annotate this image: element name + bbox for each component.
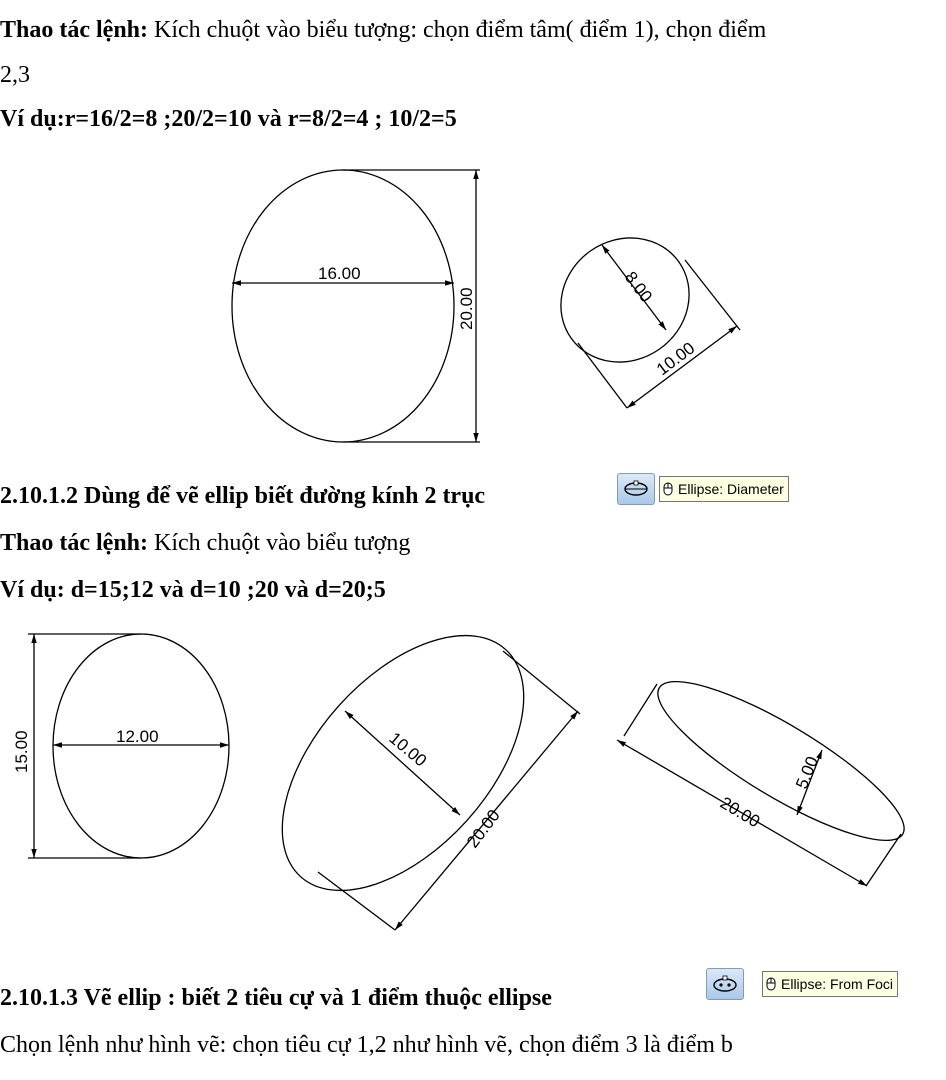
tooltip-foci-text: Ellipse: From Foci bbox=[781, 976, 894, 992]
paragraph-continued: 2,3 bbox=[0, 62, 30, 88]
ellipse-diameter-icon[interactable] bbox=[617, 473, 655, 505]
dim-label-c-minor: 5.00 bbox=[792, 753, 823, 792]
dim-label-width: 16.00 bbox=[318, 264, 361, 283]
ellipse-foci-icon[interactable] bbox=[706, 968, 744, 1000]
dim-label-major: 10.00 bbox=[652, 338, 699, 380]
toolbar-foci bbox=[706, 968, 898, 1000]
dim-label-b-minor: 10.00 bbox=[385, 728, 431, 771]
ellipse-1 bbox=[232, 170, 454, 442]
mouse-icon bbox=[663, 482, 673, 496]
tooltip-diameter bbox=[659, 476, 789, 502]
label-command: Thao tác lệnh: bbox=[0, 530, 149, 556]
paragraph-command-1 bbox=[0, 15, 766, 45]
figure-ellipse-diameter bbox=[0, 618, 946, 948]
tooltip-foci bbox=[762, 971, 898, 997]
dim-label-b-major: 20.00 bbox=[463, 805, 504, 852]
heading-foci: 2.10.1.3 Vẽ ellip : biết 2 tiêu cự và 1 điểm thuộc ellipse bbox=[0, 985, 552, 1011]
paragraph-command-2 bbox=[0, 528, 410, 558]
toolbar-diameter bbox=[617, 473, 789, 505]
dim-label-a-width: 12.00 bbox=[116, 727, 159, 746]
dim-label-c-major: 20.00 bbox=[716, 793, 764, 832]
example-diameter: Ví dụ: d=15;12 và d=10 ;20 và d=20;5 bbox=[0, 577, 386, 603]
tooltip-diameter-text: Ellipse: Diameter bbox=[678, 481, 784, 497]
label-command: Thao tác lệnh: bbox=[0, 17, 149, 43]
mouse-icon bbox=[766, 977, 776, 991]
dim-label-a-height: 15.00 bbox=[12, 730, 31, 773]
command-text: Kích chuột vào biểu tượng bbox=[148, 530, 411, 556]
ellipse-c bbox=[641, 657, 922, 865]
command-text: Kích chuột vào biểu tượng: chọn điểm tâm( điểm 1), chọn điểm bbox=[148, 17, 767, 43]
example-radius: Ví dụ:r=16/2=8 ;20/2=10 và r=8/2=4 ; 10/2=5 bbox=[0, 106, 457, 132]
figure-ellipse-radius bbox=[0, 140, 946, 460]
dim-label-minor: 8.00 bbox=[620, 267, 656, 306]
dim-line-b-minor bbox=[345, 711, 460, 815]
ellipse-a bbox=[53, 634, 229, 858]
dim-line-major bbox=[627, 326, 737, 408]
paragraph-foci-instructions: Chọn lệnh như hình vẽ: chọn tiêu cự 1,2 như hình vẽ, chọn điểm 3 là điểm b bbox=[0, 1032, 733, 1058]
dim-label-height: 20.00 bbox=[457, 287, 476, 330]
heading-diameter: 2.10.1.2 Dùng để vẽ ellip biết đường kính 2 trục bbox=[0, 483, 486, 509]
